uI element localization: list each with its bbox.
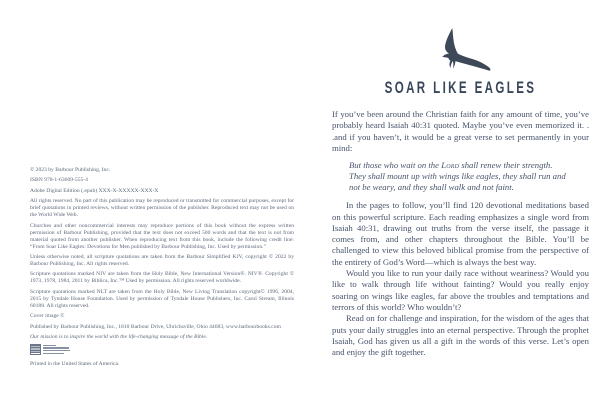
scripture-quote: [332, 160, 589, 194]
body-paragraph: Read on for challenge and inspiration, for the wisdom of the ages that puts your daily struggles into an eternal perspective. Through the prophet Isaiah, God has given us all a gift in the words of this verse. Let’s open and enjoy the gift together.: [332, 313, 589, 358]
colophon-paragraph: Cover image ©: [30, 313, 65, 320]
colophon-paragraph: Adobe Digital Edition (.epub) XXX-X-XXXXX-XXX-X: [30, 187, 159, 194]
eagle-icon: [429, 28, 493, 73]
ecpa-logo-icon: [30, 344, 41, 355]
verse-line: They shall mount up with wings like eagles, they shall run and: [349, 170, 566, 181]
verse-line: But those who wait on the Lord shall renew their strength.: [349, 159, 553, 170]
colophon-paragraph: © 2023 by Barbour Publishing, Inc.: [30, 167, 111, 173]
body-paragraph: In the pages to follow, you’ll find 120 devotional meditations based on this powerful scripture. Each reading emphasizes a single word from Isaiah 40:31, drawing out truths from the verse itself, the passage it comes from, and other chapters throughout the Bible. You’ll be challenged to view this beloved biblical promise from the perspective of the entirety of God’s Word—which is always the best way.: [332, 200, 589, 267]
colophon-paragraphs: [30, 167, 294, 341]
right-page-chapter: [332, 20, 589, 358]
chapter-body: [332, 109, 589, 358]
colophon-paragraph: Our mission is to inspire the world with the life-changing message of the Bible.: [30, 333, 208, 340]
body-paragraph: Would you like to run your daily race without weariness? Would you like to walk through life without fainting? Would you really enjoy soaring on wings like eagles, far above the troubles and temptations and terrors of this world? Who wouldn’t?: [332, 268, 589, 312]
verse-line: not be weary, and they shall walk and not faint.: [349, 182, 514, 193]
colophon-paragraph: ISBN 978-1-63609-555-4: [30, 177, 88, 184]
body-paragraph: If you’ve been around the Christian faith for any amount of time, you’ve probably heard Isaiah 40:31 quoted. Maybe you’ve even memorized it. . .and if you haven’t, it would be a great verse to set permanently in your mind:: [332, 109, 589, 153]
left-page-colophon: [30, 167, 294, 372]
chapter-title: SOAR LIKE EAGLES: [384, 78, 537, 97]
colophon-paragraph: Unless otherwise noted, all scripture quotations are taken from the Barbour Simplified KJV, copyright © 2022 by Barbour Publishing, Inc. All rights reserved.: [30, 253, 294, 267]
colophon-paragraph: Published by Barbour Publishing, Inc., 1810 Barbour Drive, Uhrichsville, Ohio 44683, www.barbourbooks.com: [30, 323, 281, 330]
colophon-paragraph: Scripture quotations marked NLT are taken from the Holy Bible, New Living Translation copyright© 1996, 2004, 2015 by Tyndale House Foundation. Used by permission of Tyndale House Publishers, Inc. Carol Stream, Illinois 60188. All rights reserved.: [30, 288, 294, 309]
colophon-paragraph: Churches and other noncommercial interests may reproduce portions of this book without the express written permission of Barbour Publishing, provided that the text does not exceed 500 words and that the text is not from material quoted from another publisher. When reproducing text from this book, include the following credit line: “From Soar Like Eagles: Devotions for Men published by Barbour Publishing, Inc. Used by permission.”: [30, 222, 294, 250]
ecpa-logo-text-lines: [43, 344, 70, 354]
ecpa-publisher-logo: [30, 344, 294, 355]
colophon-paragraph: All rights reserved. No part of this publication may be reproduced or transmitted for commercial purposes, except for brief quotations in printed reviews, without written permission of the publisher. Reproduced text may not be used on the World Wide Web.: [30, 198, 294, 219]
printed-in-line: Printed in the United States of America.: [30, 361, 120, 368]
lord-smallcaps: Lord: [441, 159, 460, 170]
colophon-paragraph: Scripture quotations marked NIV are taken from the Holy Bible, New International Version®. NIV®. Copyright © 1973, 1978, 1984, 2011 by Biblica, Inc.™ Used by permission. All rights reserved worldwide.: [30, 271, 294, 285]
